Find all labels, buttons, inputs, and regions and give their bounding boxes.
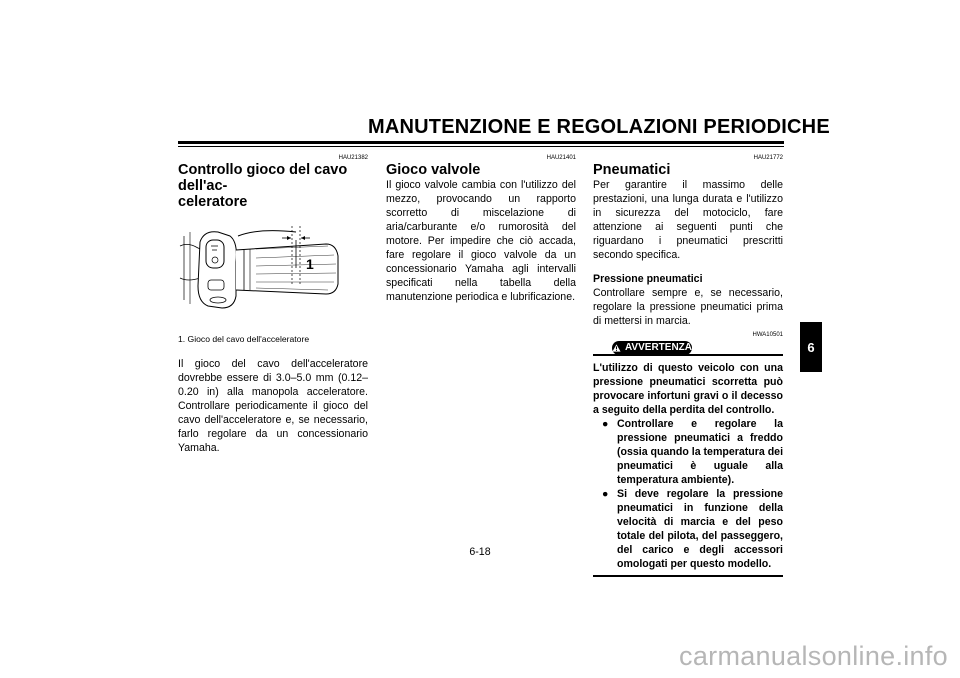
warning-label: AVVERTENZA xyxy=(624,342,692,353)
header-rule-thin xyxy=(178,146,784,147)
column-throttle-cable xyxy=(178,150,368,455)
bullet-icon: ● xyxy=(602,418,609,430)
warning-list xyxy=(593,417,783,571)
section-heading: Pneumatici xyxy=(593,162,671,178)
bullet-icon: ● xyxy=(602,488,609,500)
chapter-tab: 6 xyxy=(800,322,822,372)
watermark: carmanualsonline.info xyxy=(679,641,948,671)
section-code: HAU21772 xyxy=(753,155,783,161)
figure-caption: 1. Gioco del cavo dell'acceleratore xyxy=(178,334,310,344)
page-header-title: MANUTENZIONE E REGOLAZIONI PERIODICHE xyxy=(368,116,830,138)
column-tires xyxy=(593,150,783,577)
throttle-figure xyxy=(178,222,368,312)
warning-header xyxy=(593,341,783,355)
warning-triangle-icon xyxy=(612,343,621,353)
subsection-heading: Pressione pneumatici xyxy=(593,273,703,285)
column-valve-clearance xyxy=(386,150,576,304)
list-item: ● Controllare e regolare la pressione pneumatici a freddo (ossia quando la temperatura dei pneumatici è uguale alla temperatura ambiente). xyxy=(602,418,784,486)
warning-code: HWA10501 xyxy=(752,332,783,338)
section-heading: Gioco valvole xyxy=(386,162,481,178)
section-heading: Controllo gioco del cavo dell'ac- celeratore xyxy=(178,162,348,210)
warning-badge xyxy=(612,341,692,355)
handlebar-illustration xyxy=(178,222,368,312)
section-body: Il gioco valvole cambia con l'utilizzo del mezzo, provocando un rapporto scorretto di miscelazione di aria/carburante e/o rumorosità del motore. Per impedire che ciò accada, fare regolare il gioco valvole da un concessionario Yamaha agli intervalli specificati nella tabella della manutenzione periodica e lubrificazione. xyxy=(386,179,576,303)
section-code: HAU21401 xyxy=(546,155,576,161)
list-item: ● Si deve regolare la pressione pneumatici in funzione della velocità di marcia e del peso totale del pilota, del passeggero, del carico e degli accessori omologati per questo modello. xyxy=(602,488,783,570)
section-code: HAU21382 xyxy=(338,155,368,161)
section-body: Per garantire il massimo delle prestazioni, una lunga durata e l'utilizzo in sicurezza del motociclo, fare attenzione ai seguenti punti che riguardano i pneumatici prescritti secondo specifica. xyxy=(593,179,783,261)
warning-text: L'utilizzo di questo veicolo con una pressione pneumatici scorretta può provocare infortuni gravi o il decesso a seguito della perdita del controllo. xyxy=(593,362,783,416)
section-body: Il gioco del cavo dell'acceleratore dovrebbe essere di 3.0–5.0 mm (0.12–0.20 in) alla manopola acceleratore. Controllare periodicamente il gioco del cavo dell'acceleratore e, se necessario, farlo regolare da un concessionario Yamaha. xyxy=(178,358,368,454)
subsection-body: Controllare sempre e, se necessario, regolare la pressione pneumatici prima di mettersi in marcia. xyxy=(593,287,783,327)
page-number: 6-18 xyxy=(469,546,491,558)
figure-callout-1: 1 xyxy=(306,256,314,272)
warning-end-rule xyxy=(593,575,783,577)
header-rule-thick xyxy=(178,141,784,144)
